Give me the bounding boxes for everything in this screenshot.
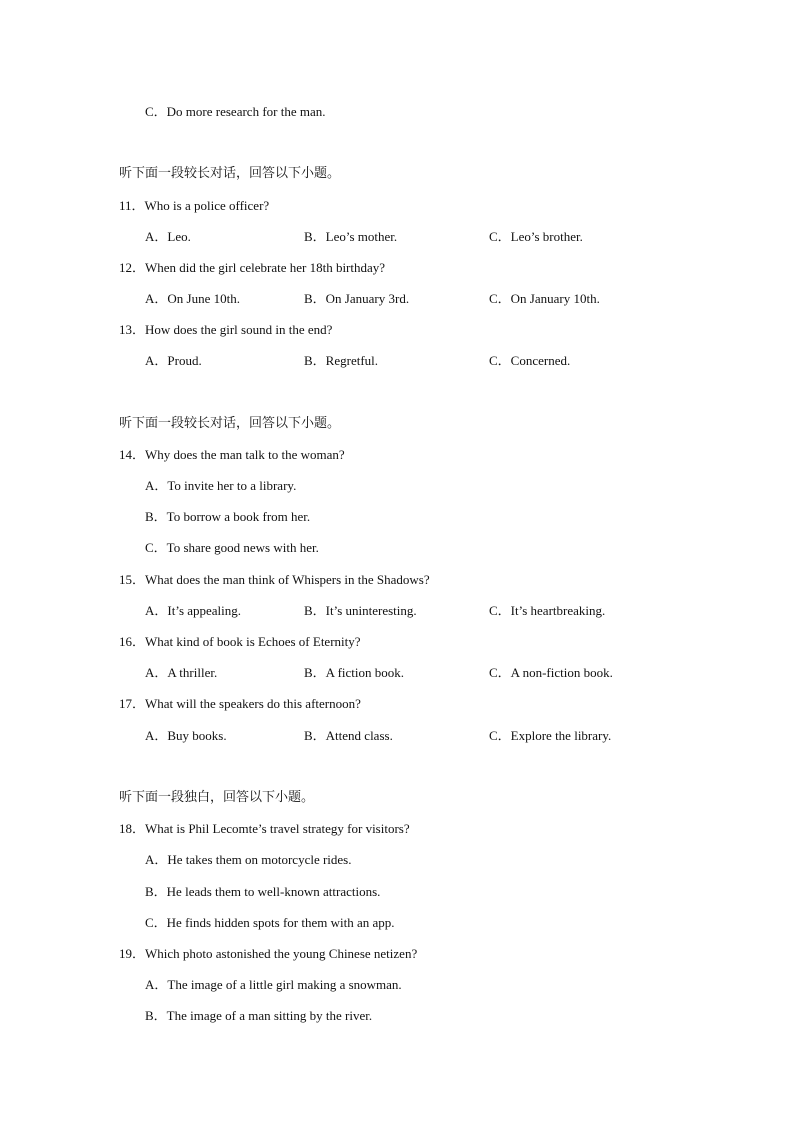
q17-option-c: C．Explore the library.	[489, 728, 612, 743]
question-11: 11．Who is a police officer?	[119, 198, 270, 213]
q16-option-a: A．A thriller.	[145, 665, 218, 680]
q19-option-b: B．The image of a man sitting by the river.	[145, 1008, 373, 1023]
q17-option-a: A．Buy books.	[145, 728, 227, 743]
q13-option-c: C．Concerned.	[489, 353, 571, 368]
question-13: 13．How does the girl sound in the end?	[119, 322, 333, 337]
q15-option-c: C．It’s heartbreaking.	[489, 603, 606, 618]
q11-option-b: B．Leo’s mother.	[304, 229, 398, 244]
q14-option-b: B．To borrow a book from her.	[145, 509, 311, 524]
question-17: 17．What will the speakers do this afternoon?	[119, 696, 361, 711]
q18-option-b: B．He leads them to well-known attractions.	[145, 884, 381, 899]
question-16: 16．What kind of book is Echoes of Eternity?	[119, 634, 361, 649]
question-19: 19．Which photo astonished the young Chinese netizen?	[119, 946, 418, 961]
q13-option-b: B．Regretful.	[304, 353, 379, 368]
q14-option-a: A．To invite her to a library.	[145, 478, 297, 493]
top-option-c: C．Do more research for the man.	[145, 104, 326, 119]
q12-option-a: A．On June 10th.	[145, 291, 240, 306]
question-14: 14．Why does the man talk to the woman?	[119, 447, 345, 462]
q12-option-c: C．On January 10th.	[489, 291, 600, 306]
q12-option-b: B．On January 3rd.	[304, 291, 410, 306]
section-heading-dialogue-1: 听下面一段较长对话，回答以下小题。	[119, 166, 341, 181]
question-12: 12．When did the girl celebrate her 18th birthday?	[119, 260, 386, 275]
q11-option-c: C．Leo’s brother.	[489, 229, 583, 244]
section-heading-monologue: 听下面一段独白，回答以下小题。	[119, 790, 315, 805]
q14-option-c: C．To share good news with her.	[145, 540, 319, 555]
q15-option-a: A．It’s appealing.	[145, 603, 242, 618]
q16-option-c: C．A non-fiction book.	[489, 665, 613, 680]
question-18: 18．What is Phil Lecomte’s travel strategy for visitors?	[119, 821, 410, 836]
q18-option-c: C．He finds hidden spots for them with an app.	[145, 915, 395, 930]
q11-option-a: A．Leo.	[145, 229, 191, 244]
q15-option-b: B．It’s uninteresting.	[304, 603, 417, 618]
q17-option-b: B．Attend class.	[304, 728, 393, 743]
q16-option-b: B．A fiction book.	[304, 665, 405, 680]
question-15: 15．What does the man think of Whispers in the Shadows?	[119, 572, 430, 587]
q13-option-a: A．Proud.	[145, 353, 202, 368]
q18-option-a: A．He takes them on motorcycle rides.	[145, 852, 352, 867]
section-heading-dialogue-2: 听下面一段较长对话，回答以下小题。	[119, 416, 341, 431]
q19-option-a: A．The image of a little girl making a snowman.	[145, 977, 402, 992]
